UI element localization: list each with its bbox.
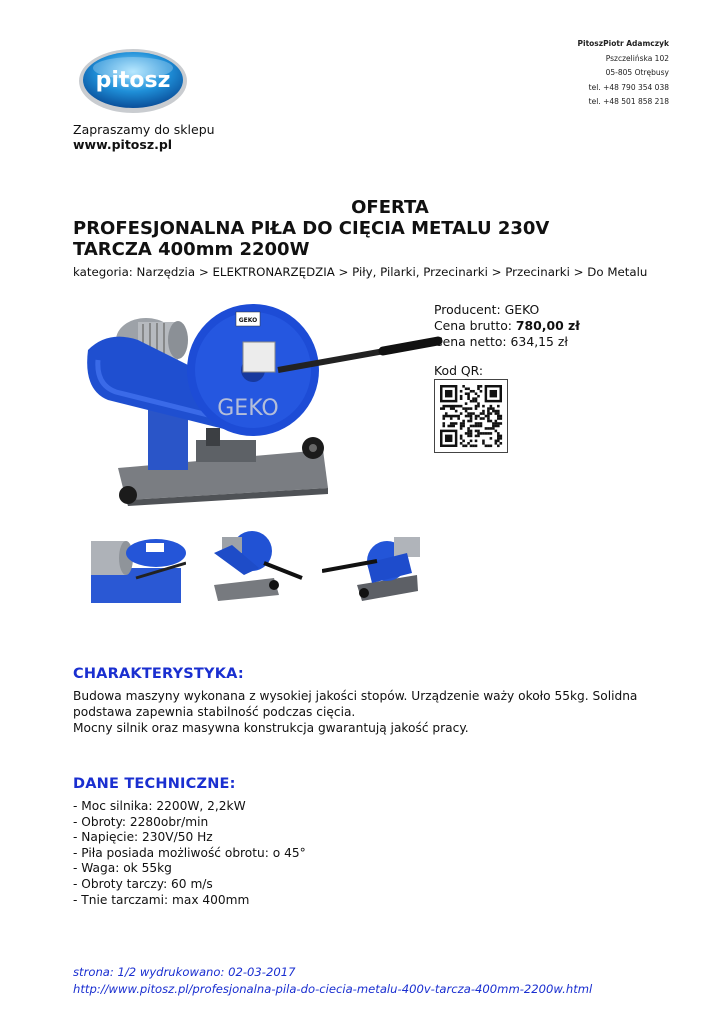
- characteristics-line-2: podstawa zapewnia stabilność podczas cięcia.: [73, 705, 356, 719]
- product-title-line-2: TARCZA 400mm 2200W: [73, 239, 310, 260]
- producer-row: [434, 302, 580, 318]
- gross-price-value: 780,00 zł: [515, 318, 580, 333]
- gross-price-label: Cena brutto:: [434, 318, 516, 333]
- welcome-text: Zapraszamy do sklepu: [73, 122, 215, 137]
- product-url-link[interactable]: http://www.pitosz.pl/profesjonalna-pila-do-ciecia-metalu-400v-tarcza-400mm-2200w.html: [73, 982, 593, 996]
- qr-label: Kod QR:: [434, 363, 484, 378]
- image-watermark: GEKO: [217, 396, 279, 421]
- characteristics-line-3: Mocny silnik oraz masywna konstrukcja gwarantują jakość pracy.: [73, 721, 469, 735]
- shop-link[interactable]: www.pitosz.pl: [73, 137, 173, 152]
- pitosz-logo: [78, 48, 188, 114]
- product-thumbnail-3[interactable]: [322, 523, 422, 603]
- gross-price-row: [434, 318, 580, 334]
- welcome-block: [73, 122, 215, 152]
- technical-item: - Obroty tarczy: 60 m/s: [73, 876, 213, 891]
- technical-item: - Obroty: 2280obr/min: [73, 814, 209, 829]
- technical-item: - Napięcie: 230V/50 Hz: [73, 830, 213, 845]
- offer-title: [73, 197, 693, 260]
- guard-brand-label: GEKO: [238, 317, 258, 324]
- net-price-row: [434, 334, 580, 350]
- category-breadcrumb: kategoria: Narzędzia > ELEKTRONARZĘDZIA > Piły, Pilarki, Przecinarki > Przecinarki > Do Metalu: [73, 265, 648, 279]
- address-city: 05-805 Otrębusy: [605, 68, 669, 77]
- technical-item: - Moc silnika: 2200W, 2,2kW: [73, 799, 246, 813]
- producer-label: Producent:: [434, 302, 505, 317]
- contact-block: [578, 37, 670, 110]
- qr-code-icon: [435, 380, 507, 452]
- phone-2: tel. +48 501 858 218: [588, 97, 669, 106]
- producer-value: GEKO: [504, 302, 540, 317]
- net-price-value: 634,15 zł: [510, 334, 568, 349]
- characteristics-line-1: Budowa maszyny wykonana z wysokiej jakości stopów. Urządzenie waży około 55kg. Solidna: [73, 689, 638, 703]
- net-price-label: Cena netto:: [434, 334, 511, 349]
- technical-item: - Piła posiada możliwość obrotu: o 45°: [73, 845, 306, 860]
- company-name: PitoszPiotr Adamczyk: [577, 39, 669, 48]
- offer-heading: OFERTA: [351, 197, 429, 218]
- technical-item: - Tnie tarczami: max 400mm: [73, 892, 250, 907]
- product-thumbnail-2[interactable]: [204, 523, 304, 603]
- page-footer: [73, 964, 592, 998]
- technical-heading: DANE TECHNICZNE:: [73, 776, 236, 792]
- logo-text: pitosz: [95, 68, 171, 93]
- characteristics-heading: CHARAKTERYSTYKA:: [73, 666, 244, 682]
- address-street: Pszczelińska 102: [605, 53, 669, 63]
- product-title-line-1: PROFESJONALNA PIŁA DO CIĘCIA METALU 230V: [73, 218, 550, 239]
- technical-list: [73, 799, 306, 908]
- phone-1: tel. +48 790 354 038: [588, 82, 669, 92]
- characteristics-text: [73, 688, 673, 736]
- technical-item: - Waga: ok 55kg: [73, 861, 172, 876]
- product-main-image[interactable]: [78, 300, 443, 510]
- product-thumbnail-1[interactable]: [86, 523, 186, 603]
- product-info: [434, 302, 580, 350]
- qr-code[interactable]: [434, 379, 508, 453]
- page-info: strona: 1/2 wydrukowano: 02-03-2017: [73, 965, 296, 979]
